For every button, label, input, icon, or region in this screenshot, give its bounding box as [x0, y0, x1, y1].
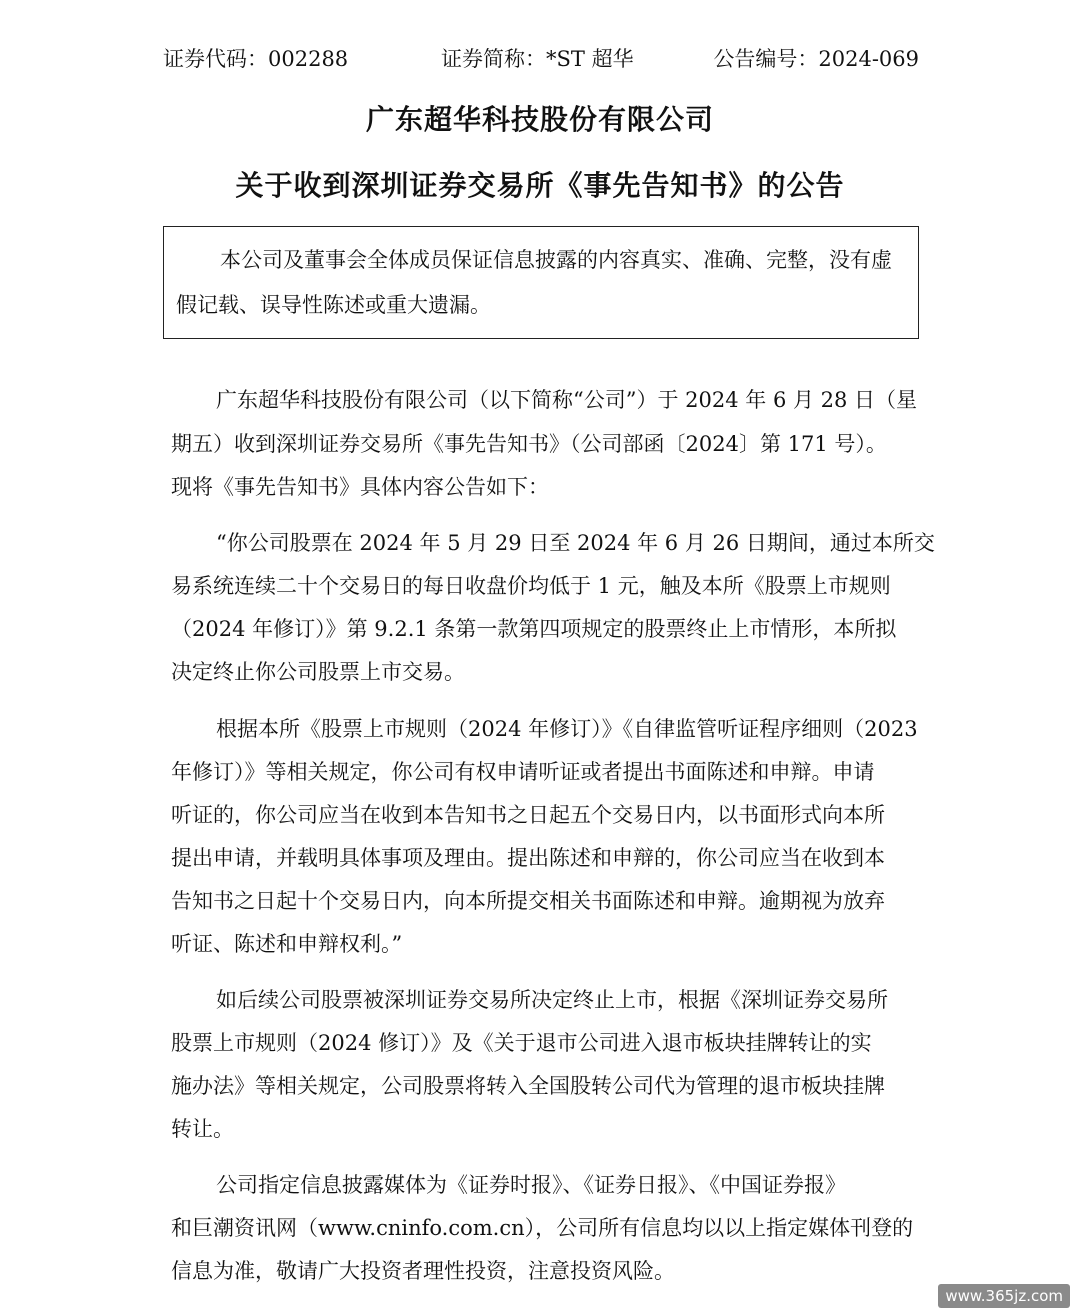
security-code: 证券代码：002288 [163, 47, 349, 71]
paragraph-4-line: 施办法》等相关规定，公司股票将转入全国股转公司代为管理的退市板块挂牌 [171, 1074, 885, 1098]
paragraph-3-line: 告知书之日起十个交易日内，向本所提交相关书面陈述和申辩。逾期视为放弃 [171, 889, 885, 913]
document-header [163, 42, 919, 76]
paragraph-5-line: 和巨潮资讯网（www.cninfo.com.cn），公司所有信息均以以上指定媒体刊登的 [171, 1216, 914, 1240]
security-abbreviation: 证券简称：*ST 超华 [441, 47, 634, 71]
paragraph-3-line: 听证、陈述和申辩权利。” [171, 932, 403, 956]
paragraph-2-line: “你公司股票在 2024 年 5 月 29 日至 2024 年 6 月 26 日期间，通过本所交 [216, 531, 935, 555]
paragraph-5-line: 公司指定信息披露媒体为《证券时报》、《证券日报》、《中国证券报》 [216, 1173, 846, 1197]
paragraph-5-line: 信息为准，敬请广大投资者理性投资，注意投资风险。 [171, 1259, 675, 1283]
notice-line: 本公司及董事会全体成员保证信息披露的内容真实、准确、完整，没有虚 [220, 248, 892, 272]
notice-line: 假记载、误导性陈述或重大遗漏。 [176, 293, 491, 317]
site-watermark: www.365jz.com [938, 1284, 1070, 1308]
paragraph-2-line: （2024 年修订）》第 9.2.1 条第一款第四项规定的股票终止上市情形，本所拟 [171, 617, 897, 641]
paragraph-4-line: 如后续公司股票被深圳证券交易所决定终止上市，根据《深圳证券交易所 [216, 988, 888, 1012]
board-assurance-notice [163, 226, 919, 339]
paragraph-3-line: 听证的，你公司应当在收到本告知书之日起五个交易日内，以书面形式向本所 [171, 803, 885, 827]
paragraph-1-line: 期五）收到深圳证券交易所《事先告知书》（公司部函〔2024〕第 171 号）。 [171, 432, 887, 456]
paragraph-3-line: 根据本所《股票上市规则（2024 年修订）》《自律监管听证程序细则（2023 [216, 717, 918, 741]
paragraph-1-line: 现将《事先告知书》具体内容公告如下： [171, 475, 549, 499]
announcement-number: 公告编号：2024-069 [713, 47, 919, 71]
announcement-title: 关于收到深圳证券交易所《事先告知书》的公告 [235, 169, 845, 202]
paragraph-1-line: 广东超华科技股份有限公司（以下简称“公司”）于 2024 年 6 月 28 日（星 [216, 388, 918, 412]
paragraph-4-line: 转让。 [171, 1117, 234, 1141]
paragraph-2-line: 易系统连续二十个交易日的每日收盘价均低于 1 元，触及本所《股票上市规则 [171, 574, 891, 598]
paragraph-4-line: 股票上市规则（2024 修订）》及《关于退市公司进入退市板块挂牌转让的实 [171, 1031, 872, 1055]
company-name-title: 广东超华科技股份有限公司 [365, 103, 714, 136]
paragraph-2-line: 决定终止你公司股票上市交易。 [171, 660, 465, 684]
paragraph-3-line: 年修订）》等相关规定，你公司有权申请听证或者提出书面陈述和申辩。申请 [171, 760, 875, 784]
paragraph-3-line: 提出申请，并载明具体事项及理由。提出陈述和申辩的，你公司应当在收到本 [171, 846, 885, 870]
